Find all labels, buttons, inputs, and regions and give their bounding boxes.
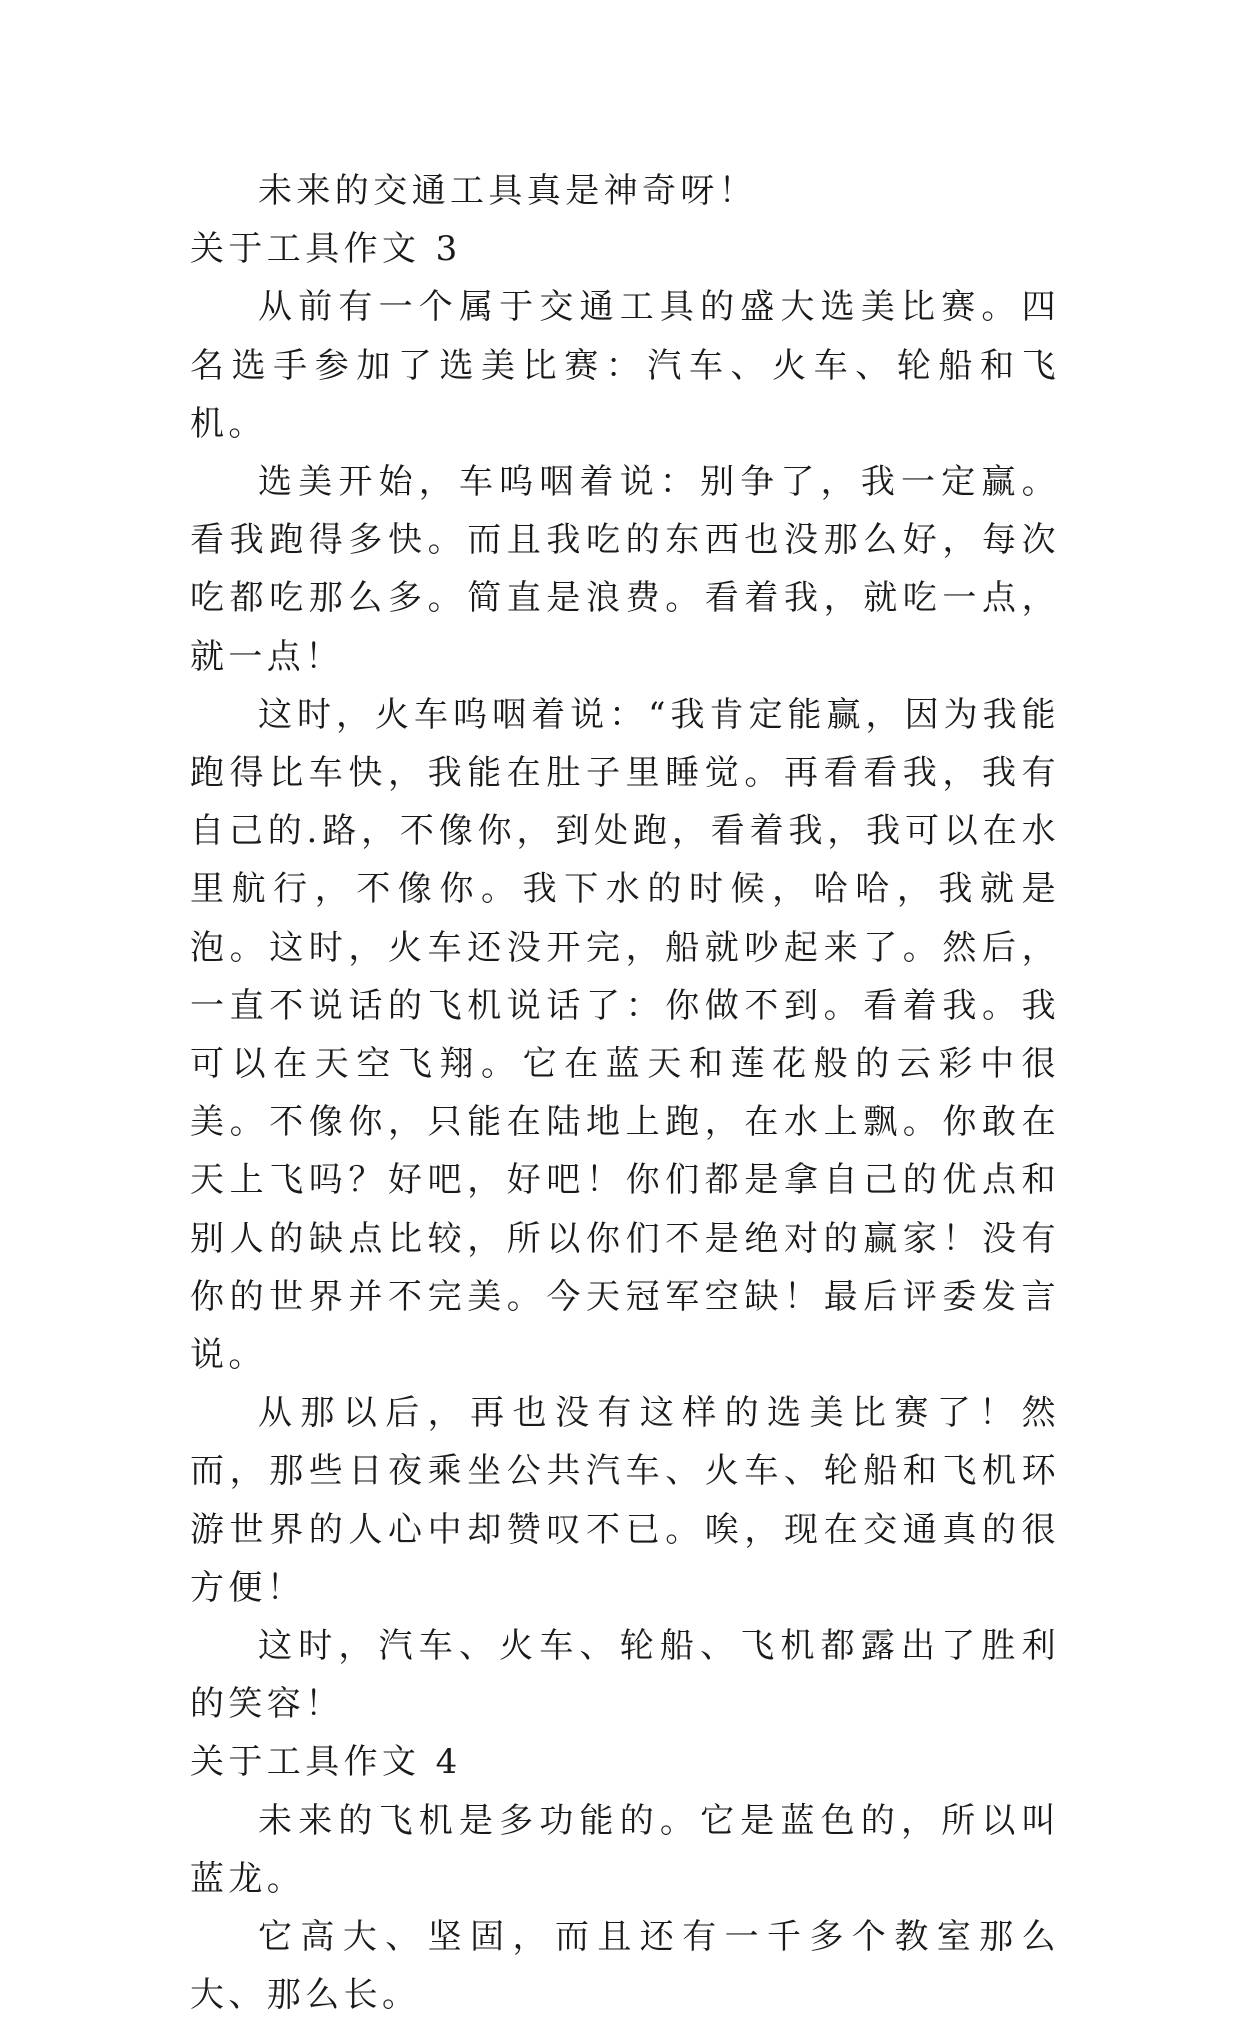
paragraph: 未来的交通工具真是神奇呀！	[258, 171, 758, 211]
paragraph: 未来的飞机是多功能的。它是蓝色的，所以叫蓝龙。	[190, 1800, 1060, 1899]
paragraph: 选美开始，车呜咽着说：别争了，我一定赢。看我跑得多快。而且我吃的东西也没那么好，每次吃都吃那么多。简直是浪费。看着我，就吃一点，就一点！	[190, 462, 1060, 677]
section-heading: 关于工具作文 4	[190, 1742, 462, 1783]
paragraph: 它高大、坚固，而且还有一千多个教室那么大、那么长。	[190, 1917, 1060, 2016]
document-body	[190, 162, 1060, 2025]
paragraph: 从前有一个属于交通工具的盛大选美比赛。四名选手参加了选美比赛：汽车、火车、轮船和飞机。	[190, 287, 1060, 444]
paragraph: 这时，火车呜咽着说：“我肯定能赢，因为我能跑得比车快，我能在肚子里睡觉。再看看我，我有自己的.路，不像你，到处跑，看着我，我可以在水里航行，不像你。我下水的时候，哈哈，我就是泡。这时，火车还没开完，船就吵起来了。然后，一直不说话的飞机说话了：你做不到。看着我。我可以在天空飞翔。它在蓝天和莲花般的云彩中很美。不像你，只能在陆地上跑，在水上飘。你敢在天上飞吗？好吧，好吧！你们都是拿自己的优点和别人的缺点比较，所以你们不是绝对的赢家！没有你的世界并不完美。今天冠军空缺！最后评委发言说。	[190, 694, 1060, 1376]
paragraph: 这时，汽车、火车、轮船、飞机都露出了胜利的笑容！	[190, 1626, 1060, 1725]
section-heading: 关于工具作文 3	[190, 229, 462, 270]
paragraph: 从那以后，再也没有这样的选美比赛了！然而，那些日夜乘坐公共汽车、火车、轮船和飞机环游世界的人心中却赞叹不已。唉，现在交通真的很方便！	[190, 1393, 1060, 1608]
